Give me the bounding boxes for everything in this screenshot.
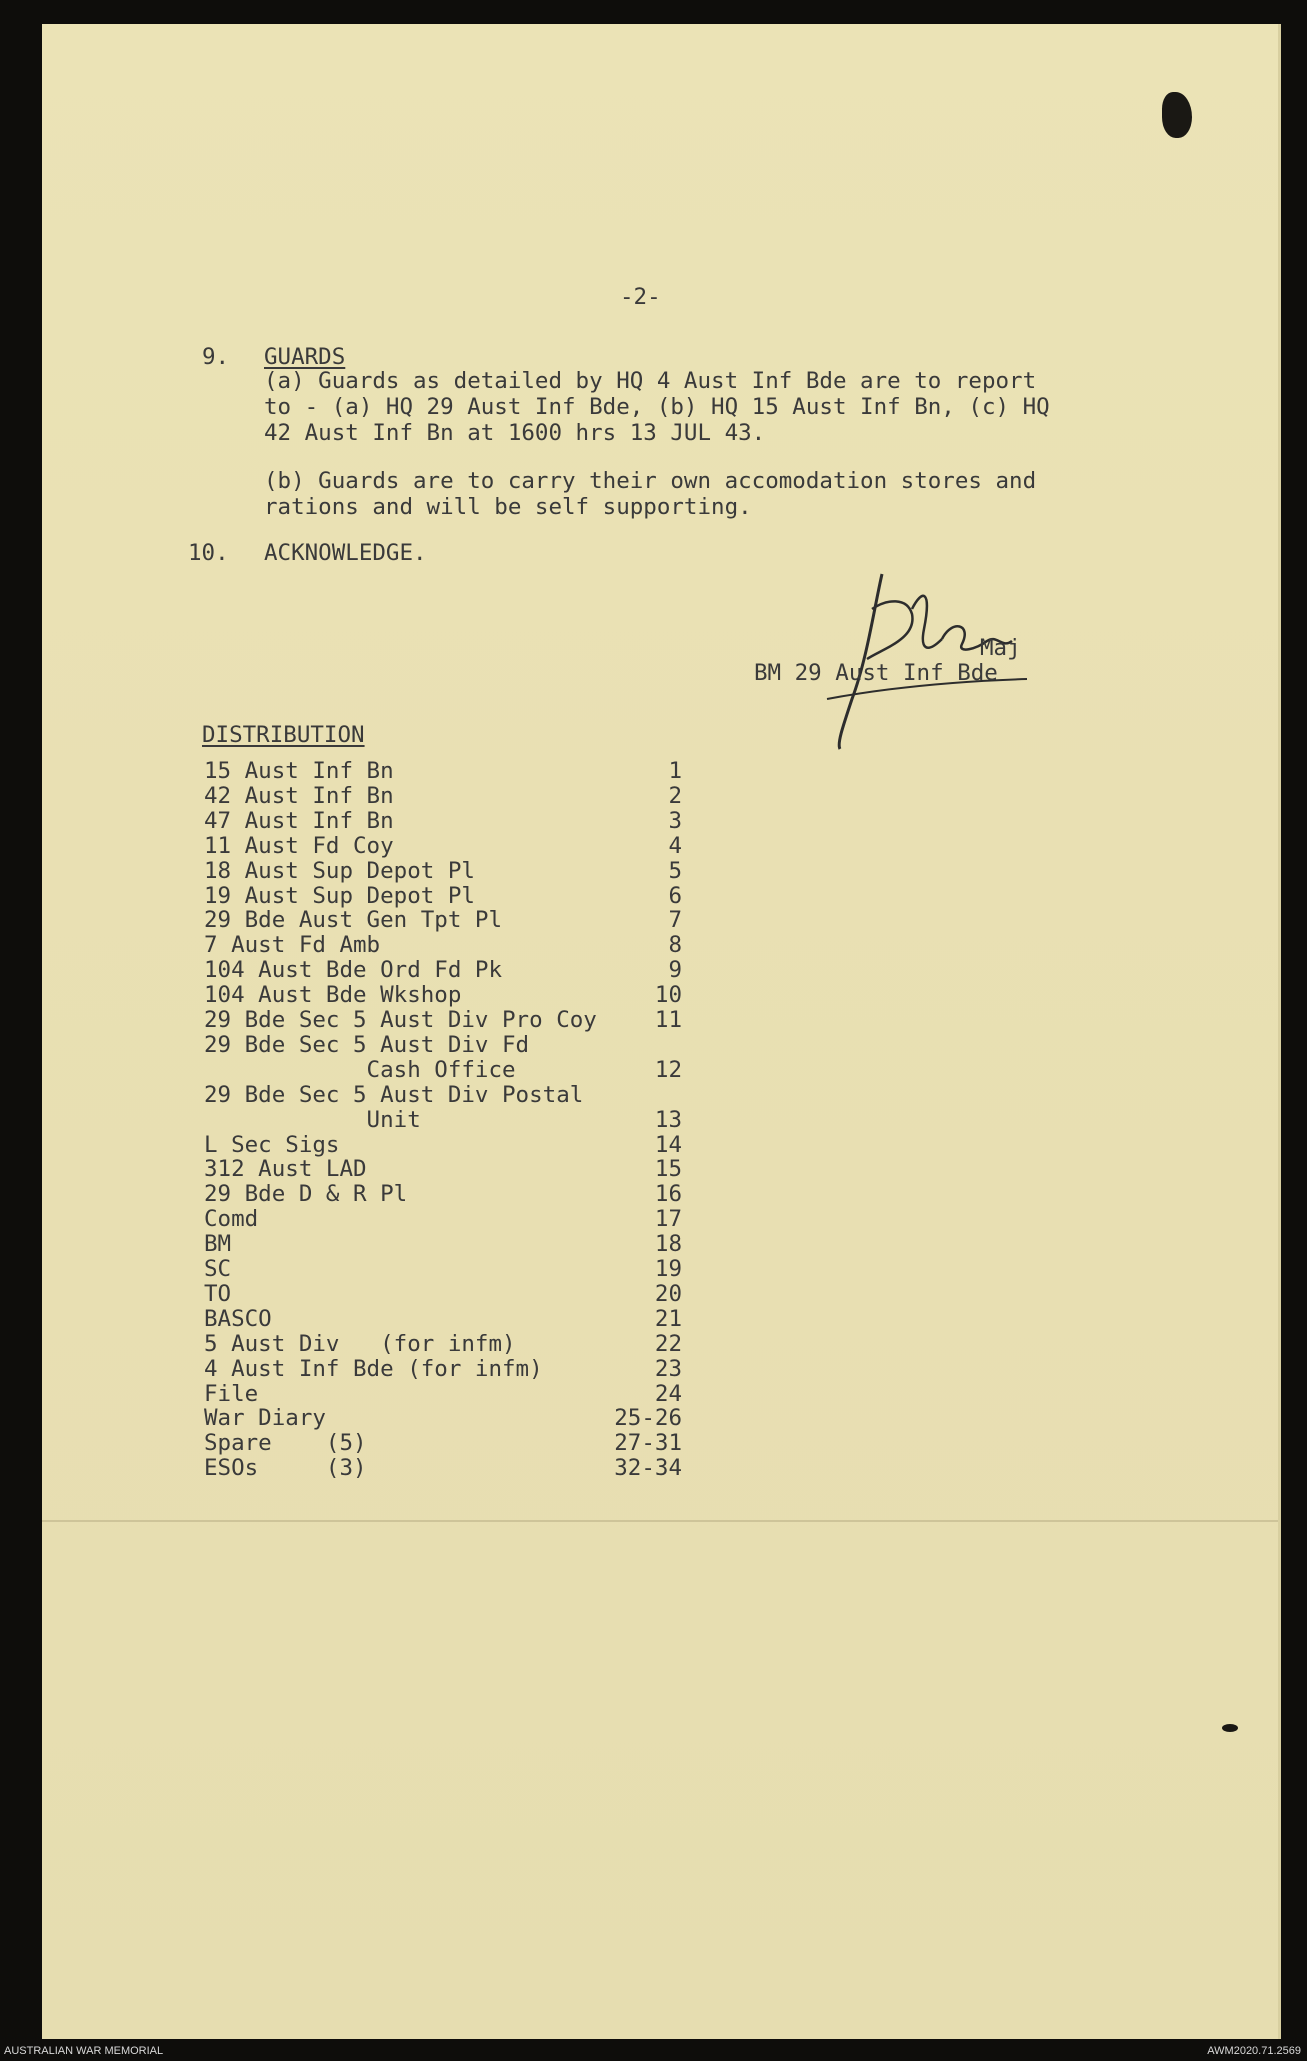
section-9-heading: GUARDS: [264, 344, 346, 370]
distribution-unit: 104 Aust Bde Ord Fd Pk: [204, 957, 503, 983]
distribution-copy-number: 3: [668, 808, 682, 834]
distribution-copy-number: 32-34: [614, 1455, 682, 1481]
distribution-unit: 42 Aust Inf Bn: [204, 783, 394, 809]
signature-rank: Maj: [980, 635, 1021, 661]
distribution-unit: BM: [204, 1231, 232, 1257]
distribution-unit: 312 Aust LAD: [204, 1156, 367, 1182]
distribution-unit: SC: [204, 1256, 232, 1282]
distribution-copy-number: 27-31: [614, 1430, 682, 1456]
distribution-unit: 47 Aust Inf Bn: [204, 808, 394, 834]
distribution-copy-number: 24: [654, 1381, 682, 1407]
distribution-unit: BASCO: [204, 1306, 272, 1332]
distribution-copy-number: 5: [668, 858, 682, 884]
section-10-text: ACKNOWLEDGE.: [264, 540, 427, 566]
distribution-copy-number: 4: [668, 833, 682, 859]
distribution-unit: 7 Aust Fd Amb: [204, 932, 381, 958]
punch-hole-top: [1162, 92, 1192, 138]
punch-hole-bottom: [1222, 1724, 1238, 1732]
section-9-line-1: (a) Guards as detailed by HQ 4 Aust Inf Bde are to report: [264, 368, 1037, 394]
distribution-copy-number: 16: [654, 1181, 682, 1207]
distribution-unit: 104 Aust Bde Wkshop: [204, 982, 462, 1008]
distribution-unit: 5 Aust Div (for infm): [204, 1331, 516, 1357]
distribution-copy-number: 20: [654, 1281, 682, 1307]
distribution-copy-number: 15: [654, 1156, 682, 1182]
distribution-copy-number: 22: [654, 1331, 682, 1357]
fold-crease: [42, 1520, 1278, 1522]
distribution-unit: 19 Aust Sup Depot Pl: [204, 883, 475, 909]
distribution-copy-number: 14: [654, 1132, 682, 1158]
section-9-number: 9.: [202, 344, 230, 370]
distribution-unit: Unit: [204, 1107, 421, 1133]
distribution-unit: ESOs (3): [204, 1455, 367, 1481]
distribution-copy-number: 7: [668, 907, 682, 933]
distribution-copy-number: 6: [668, 883, 682, 909]
distribution-copy-number: 18: [654, 1231, 682, 1257]
section-9-line-3: 42 Aust Inf Bn at 1600 hrs 13 JUL 43.: [264, 420, 766, 446]
distribution-unit: 18 Aust Sup Depot Pl: [204, 858, 475, 884]
section-10-number: 10.: [188, 540, 229, 566]
distribution-unit: 29 Bde Sec 5 Aust Div Pro Coy: [204, 1007, 597, 1033]
distribution-unit: File: [204, 1381, 259, 1407]
distribution-copy-number: 1: [668, 758, 682, 784]
distribution-unit: 29 Bde Sec 5 Aust Div Fd: [204, 1032, 530, 1058]
signature-appointment: BM 29 Aust Inf Bde: [754, 660, 998, 686]
paper-sheet: [42, 24, 1281, 2039]
distribution-unit: Cash Office: [204, 1057, 516, 1083]
distribution-unit: Spare (5): [204, 1430, 367, 1456]
section-9-line-4: (b) Guards are to carry their own accomodation stores and: [264, 468, 1037, 494]
distribution-copy-number: 25-26: [614, 1405, 682, 1431]
footer-catalogue-number: AWM2020.71.2569: [1207, 2045, 1301, 2057]
distribution-unit: TO: [204, 1281, 232, 1307]
section-9-line-2: to - (a) HQ 29 Aust Inf Bde, (b) HQ 15 Aust Inf Bn, (c) HQ: [264, 394, 1050, 420]
section-9-line-5: rations and will be self supporting.: [264, 494, 752, 520]
distribution-unit: 15 Aust Inf Bn: [204, 758, 394, 784]
distribution-copy-number: 17: [654, 1206, 682, 1232]
distribution-copy-number: 10: [654, 982, 682, 1008]
distribution-unit: 4 Aust Inf Bde (for infm): [204, 1356, 543, 1382]
distribution-copy-number: 11: [654, 1007, 682, 1033]
distribution-unit: 29 Bde Aust Gen Tpt Pl: [204, 907, 503, 933]
distribution-copy-number: 12: [654, 1057, 682, 1083]
distribution-copy-number: 19: [654, 1256, 682, 1282]
distribution-heading: DISTRIBUTION: [202, 722, 365, 748]
distribution-copy-number: 23: [654, 1356, 682, 1382]
distribution-copy-number: 8: [668, 932, 682, 958]
distribution-copy-number: 9: [668, 957, 682, 983]
distribution-unit: 29 Bde D & R Pl: [204, 1181, 408, 1207]
distribution-unit: L Sec Sigs: [204, 1132, 340, 1158]
distribution-copy-number: 2: [668, 783, 682, 809]
distribution-unit: Comd: [204, 1206, 259, 1232]
footer-institution: AUSTRALIAN WAR MEMORIAL: [4, 2045, 164, 2057]
page-number: -2-: [620, 284, 661, 310]
distribution-unit: 29 Bde Sec 5 Aust Div Postal: [204, 1082, 584, 1108]
distribution-unit: 11 Aust Fd Coy: [204, 833, 394, 859]
distribution-unit: War Diary: [204, 1405, 326, 1431]
distribution-copy-number: 21: [654, 1306, 682, 1332]
distribution-copy-number: 13: [654, 1107, 682, 1133]
